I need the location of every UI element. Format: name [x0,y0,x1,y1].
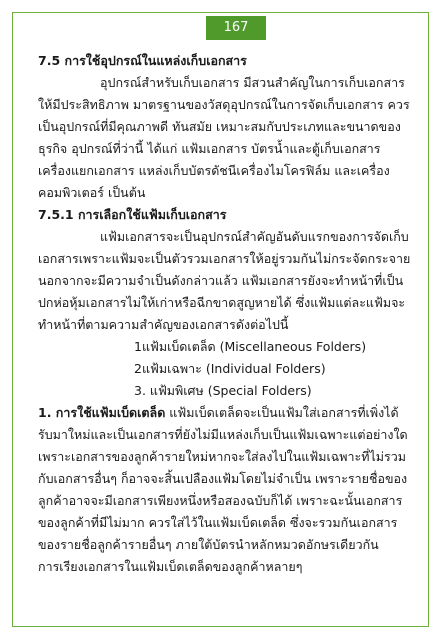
paragraph-line: คอมพิวเตอร์ เป็นต้น [38,185,146,200]
paragraph-line: แฟ้มเอกสารจะเป็นอุปกรณ์สำคัญอันดับแรกของการจัดเก็บ [100,229,409,244]
paragraph-line: ของลูกค้าที่มีไม่มาก ควรใส่ไว้ในแฟ้มเบ็ดเตล็ด ซึ่งจะรวมกันเอกสาร [38,515,398,530]
document-body [38,50,416,578]
paragraph-line: ทำหน้าที่ตามความสำคัญของเอกสารดังต่อไปนี้ [38,317,289,332]
item-lead-rest: แฟ้มเบ็ดเตล็ดจะเป็นแฟ้มใส่เอกสารที่เพิ่งได้ [165,405,399,420]
paragraph-line: รับมาใหม่และเป็นเอกสารที่ยังไม่มีแหล่งเก็บเป็นแฟ้มเฉพาะแต่อย่างใด [38,427,408,442]
paragraph-line: อุปกรณ์สำหรับเก็บเอกสาร มีสวนสำคัญในการเก็บเอกสาร [100,75,405,90]
paragraph-line: เครื่องแยกเอกสาร แหล่งเก็บบัตรดัชนีเครื่องไมโครฟิล์ม และเครื่อง [38,163,390,178]
subsection-heading: 7.5.1 การเลือกใช้แฟ้มเก็บเอกสาร [38,207,227,222]
item-lead: 1. การใช้แฟ้มเบ็ดเตล็ด [38,405,166,420]
paragraph-line: ลูกค้าอาจจะมีเอกสารเพียงหนึ่งหรือสองฉบับก็ได้ เพราะฉะนั้นเอกสาร [38,493,403,508]
list-item: 3. แฟ้มพิเศษ (Special Folders) [134,383,312,398]
paragraph-line: การเรียงเอกสารในแฟ้มเบ็ดเตล็ดของลูกค้าหลายๆ [38,559,303,574]
paragraph-line: เป็นอุปกรณ์ที่มีคุณภาพดี ทันสมัย เหมาะสมกับประเภทและขนาดของ [38,119,401,134]
paragraph-line: เอกสารเพราะแฟ้มจะเป็นตัวรวมเอกสารให้อยู่รวมกันไม่กระจัดกระจาย [38,251,411,266]
paragraph-line: เพราะเอกสารของลูกค้ารายใหม่หากจะใส่ลงไปในแฟ้มเฉพาะที่ไม่รวม [38,449,406,464]
page-number-badge: 167 [206,16,266,40]
item-first-line [38,402,416,424]
list-item: 1แฟ้มเบ็ดเตล็ด (Miscellaneous Folders) [134,339,367,354]
paragraph-line: นอกจากจะมีความจำเป็นดังกล่าวแล้ว แฟ้มเอกสารยังจะทำหน้าที่เป็น [38,273,404,288]
paragraph-line: กับเอกสารอื่นๆ ก็อาจจะสิ้นเปลืองแฟ้มโดยไม่จำเป็น เพราะรายชื่อของ [38,471,408,486]
section-heading: 7.5 การใช้อุปกรณ์ในแหล่งเก็บเอกสาร [38,53,247,68]
paragraph-line: ปกห่อหุ้มเอกสารไม่ให้เก่าหรือฉีกขาดสูญหายได้ ซึ่งแฟ้มแต่ละแฟ้มจะ [38,295,406,310]
paragraph-line: ธุรกิจ อุปกรณ์ที่ว่านี้ ได้แก่ แฟ้มเอกสาร บัตรน้ำและตู้เก็บเอกสาร [38,141,381,156]
paragraph-line: ของรายชื่อลูกค้ารายอื่นๆ ภายใต้บัตรนำหลักหมวดอักษรเดียวกัน [38,537,379,552]
list-item: 2แฟ้มเฉพาะ (Individual Folders) [134,361,326,376]
paragraph-line: ให้มีประสิทธิภาพ มาตรฐานของวัสดุอุปกรณ์ในการจัดเก็บเอกสาร ควร [38,97,410,112]
